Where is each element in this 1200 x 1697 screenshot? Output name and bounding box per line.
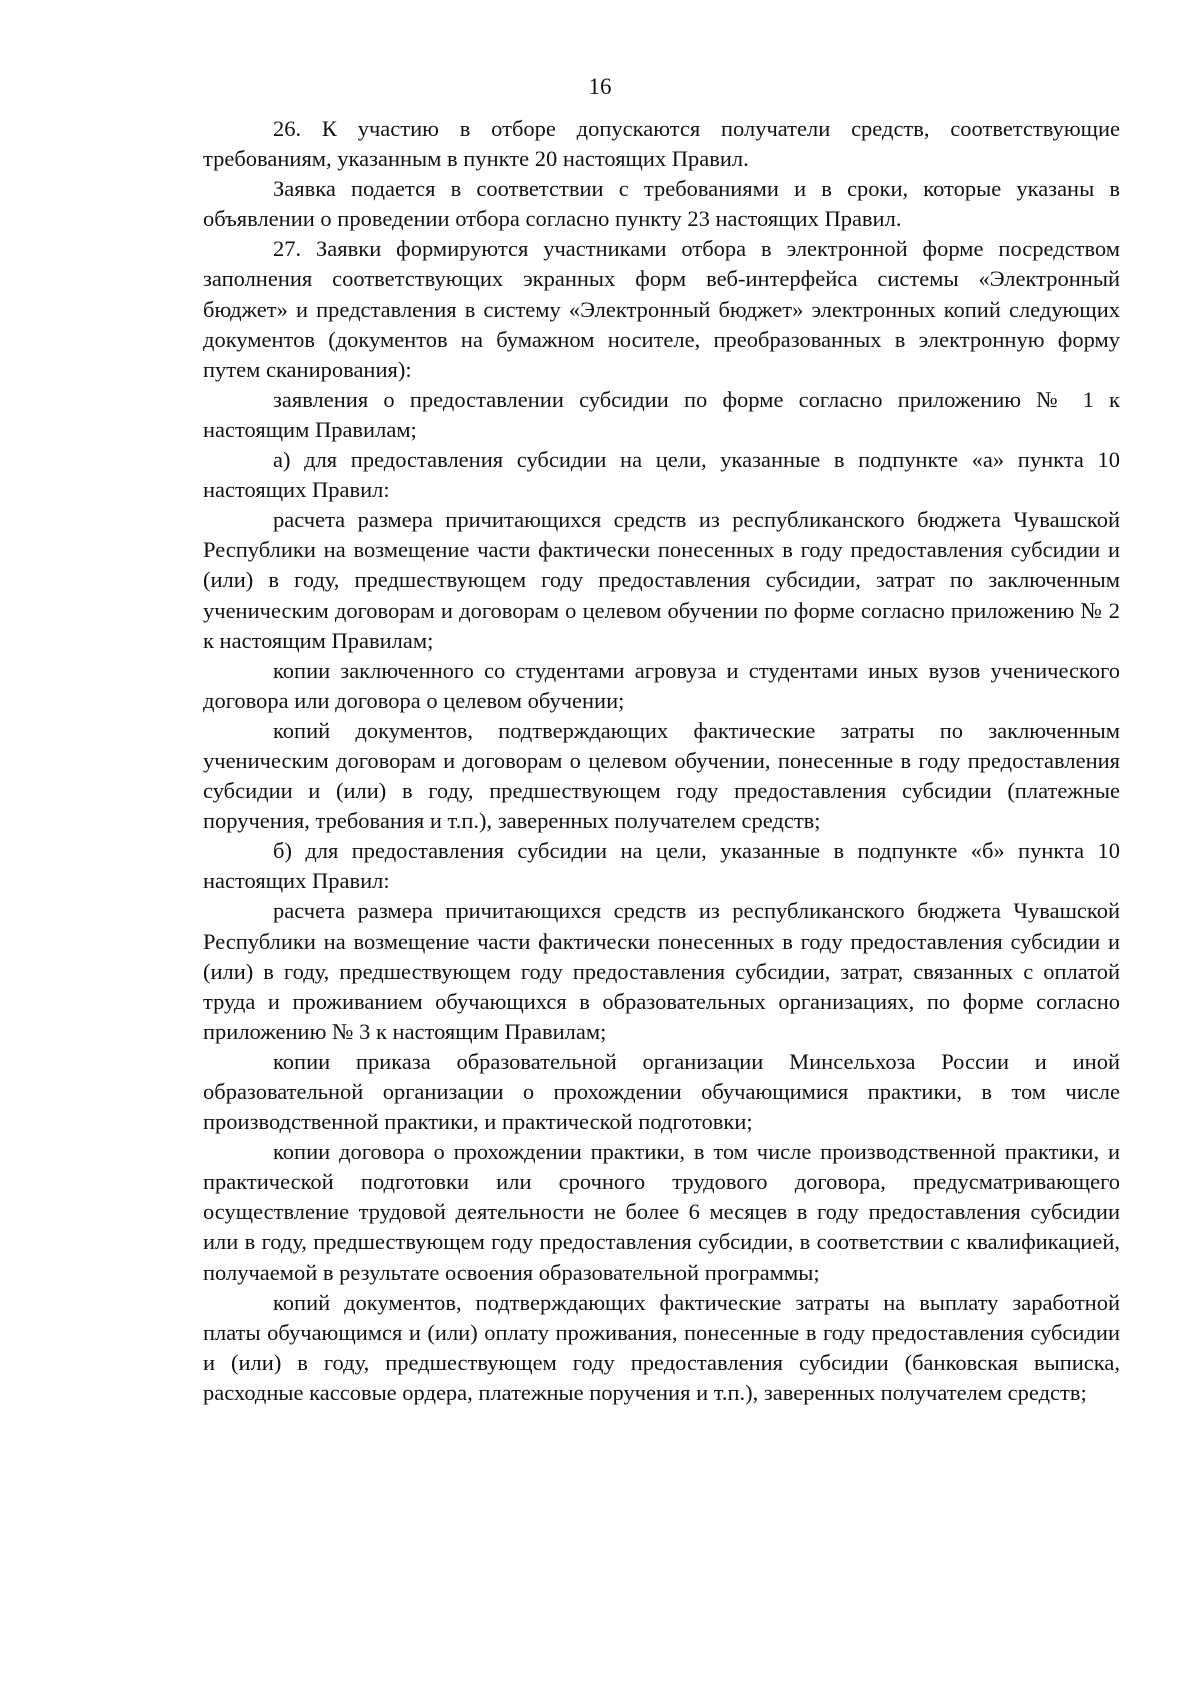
paragraph-a-contract-copy: копии заключенного со студентами агровуза и студентами иных вузов ученического договора или договора о целевом обучении; bbox=[203, 657, 1120, 713]
paragraph-b-expense-documents: копий документов, подтверждающих фактические затраты на выплату заработной платы обучающимся и (или) оплату проживания, понесенные в году предоставления субсидии и (или) в году, предшествующем году предоставления субсидии (банковская выписка, расходные кассовые ордера, платежные поручения и т.п.), заверенных получателем средств; bbox=[203, 1289, 1120, 1405]
document-body bbox=[203, 114, 1120, 1408]
paragraph-application-terms: Заявка подается в соответствии с требованиями и в сроки, которые указаны в объявлении о проведении отбора согласно пункту 23 настоящих Правил. bbox=[203, 176, 1120, 232]
paragraph-26: 26. К участию в отборе допускаются получатели средств, соответствующие требованиям, указанным в пункте 20 настоящих Правил. bbox=[203, 116, 1120, 172]
paragraph-subitem-b: б) для предоставления субсидии на цели, указанные в подпункте «б» пункта 10 настоящих Правил: bbox=[203, 838, 1120, 894]
paragraph-27: 27. Заявки формируются участниками отбора в электронной форме посредством заполнения соответствующих экранных форм веб-интерфейса системы «Электронный бюджет» и представления в систему «Электронный бюджет» электронных копий следующих документов (документов на бумажном носителе, преобразованных в электронную форму путем сканирования): bbox=[203, 236, 1120, 382]
paragraph-b-contract-copy: копии договора о прохождении практики, в том числе производственной практики, и практической подготовки или срочного трудового договора, предусматривающего осуществление трудовой деятельности не более 6 месяцев в году предоставления субсидии или в году, предшествующем году предоставления субсидии, в соответствии с квалификацией, получаемой в результате освоения образовательной программы; bbox=[203, 1139, 1120, 1285]
page-number: 16 bbox=[588, 74, 612, 99]
paragraph-a-expense-documents: копий документов, подтверждающих фактические затраты по заключенным ученическим договорам и договорам о целевом обучении, понесенные в году предоставления субсидии и (или) в году, предшествующем году предоставления субсидии (платежные поручения, требования и т.п.), заверенных получателем средств; bbox=[203, 717, 1120, 834]
paragraph-subitem-a: а) для предоставления субсидии на цели, указанные в подпункте «а» пункта 10 настоящих Правил: bbox=[203, 447, 1120, 503]
paragraph-b-order-copy: копии приказа образовательной организации Минсельхоза России и иной образовательной организации о прохождении обучающимися практики, в том числе производственной практики, и практической подготовки; bbox=[203, 1048, 1120, 1135]
paragraph-b-calculation: расчета размера причитающихся средств из республиканского бюджета Чувашской Республики на возмещение части фактически понесенных в году предоставления субсидии и (или) в году, предшествующем году предоставления субсидии, затрат, связанных с оплатой труда и проживанием обучающихся в образовательных организациях, по форме согласно приложению № 3 к настоящим Правилам; bbox=[203, 898, 1120, 1044]
paragraph-application-statement: заявления о предоставлении субсидии по форме согласно приложению № 1 к настоящим Правилам; bbox=[203, 386, 1120, 442]
paragraph-a-calculation: расчета размера причитающихся средств из республиканского бюджета Чувашской Республики на возмещение части фактически понесенных в году предоставления субсидии и (или) в году, предшествующем году предоставления субсидии, затрат по заключенным ученическим договорам и договорам о целевом обучении по форме согласно приложению № 2 к настоящим Правилам; bbox=[203, 507, 1120, 653]
